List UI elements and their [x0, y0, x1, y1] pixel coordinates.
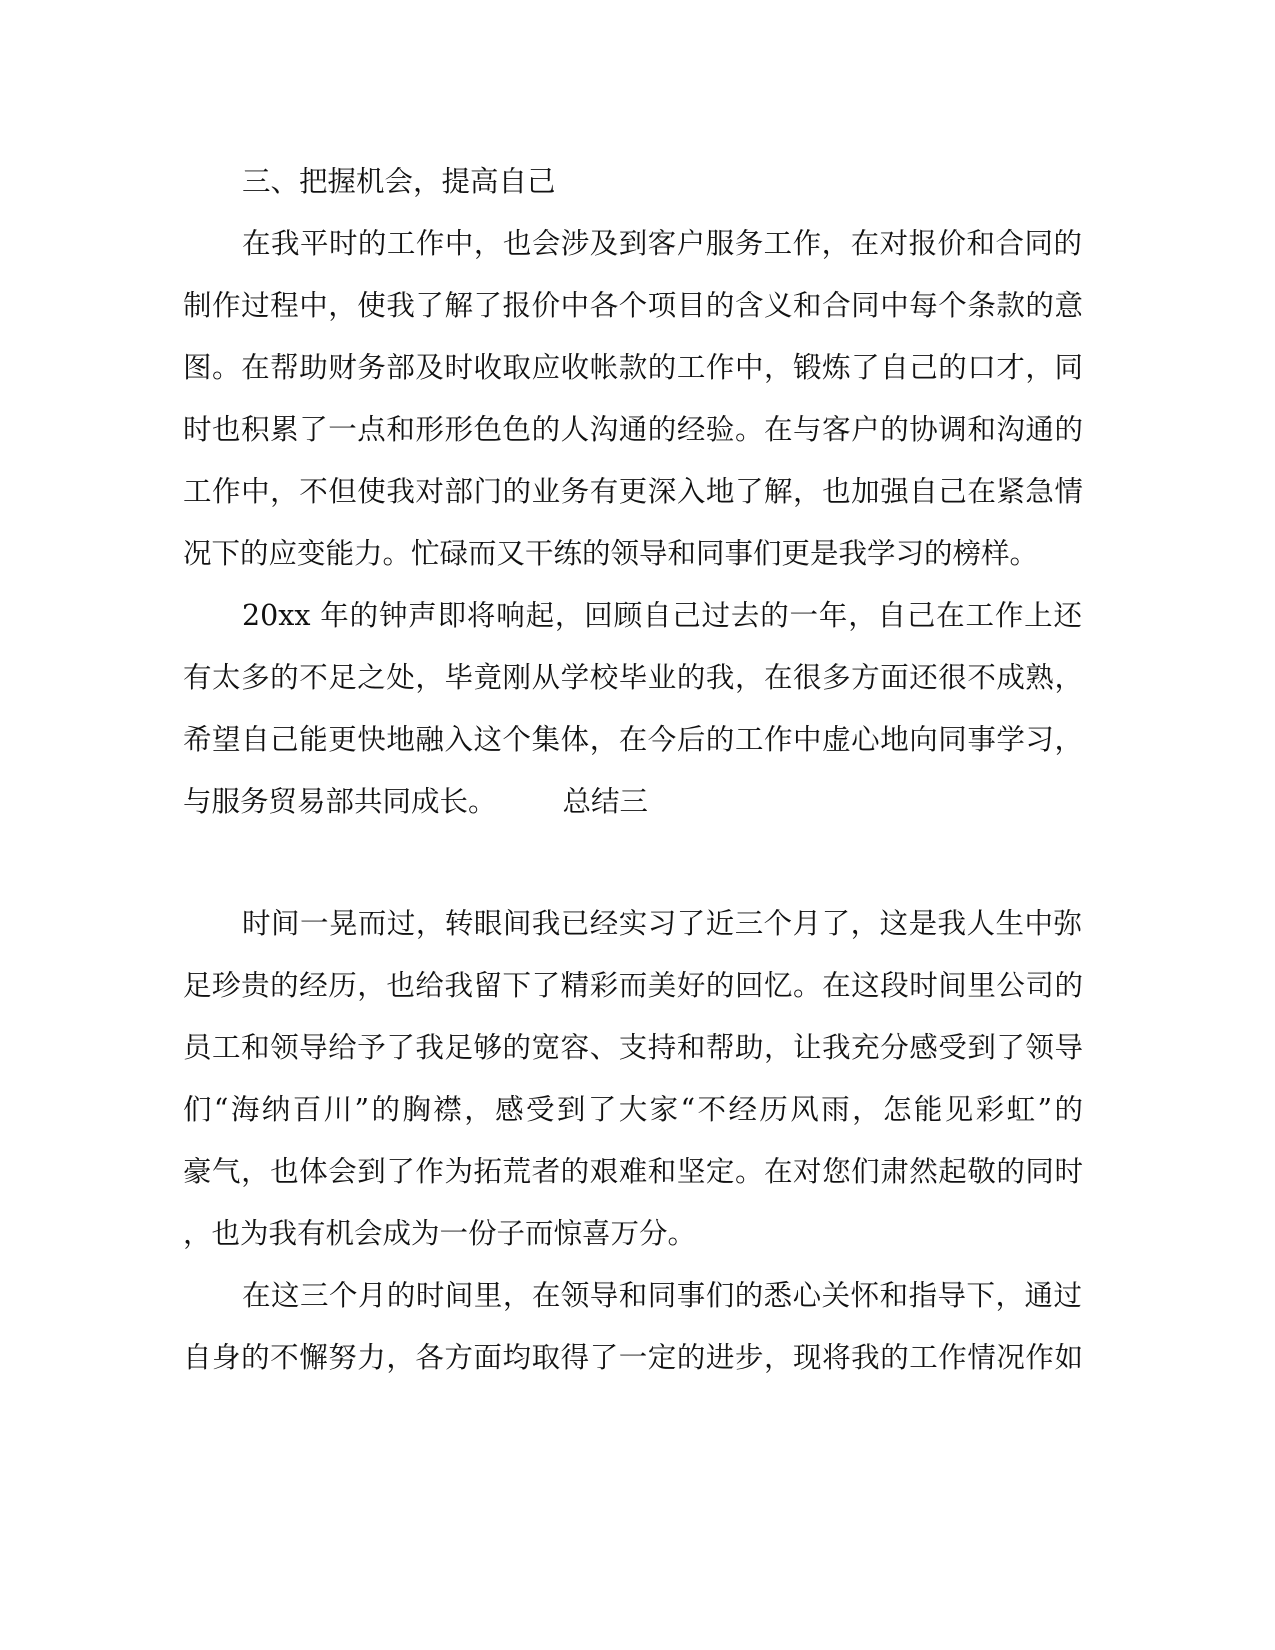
section-heading: 三、把握机会，提高自己: [242, 165, 556, 198]
paragraph-line-text: 与服务贸易部共同成长。: [183, 785, 497, 818]
paragraph-line: 希望自己能更快地融入这个集体，在今后的工作中虚心地向同事学习，: [183, 723, 1083, 756]
paragraph-line: 豪气，也体会到了作为拓荒者的艰难和坚定。在对您们肃然起敬的同时: [183, 1155, 1083, 1188]
paragraph-line: 时也积累了一点和形形色色的人沟通的经验。在与客户的协调和沟通的: [183, 413, 1083, 446]
paragraph-line: 自身的不懈努力，各方面均取得了一定的进步，现将我的工作情况作如: [183, 1341, 1083, 1374]
paragraph-line: [183, 782, 1083, 822]
paragraph-line: 在我平时的工作中，也会涉及到客户服务工作，在对报价和合同的: [242, 227, 1082, 260]
paragraph-line: 图。在帮助财务部及时收取应收帐款的工作中，锻炼了自己的口才，同: [183, 351, 1083, 384]
paragraph-line: 20xx 年的钟声即将响起，回顾自己过去的一年，自己在工作上还: [242, 599, 1082, 632]
paragraph-line: 员工和领导给予了我足够的宽容、支持和帮助，让我充分感受到了领导: [183, 1031, 1083, 1064]
paragraph-line: 在这三个月的时间里，在领导和同事们的悉心关怀和指导下，通过: [242, 1279, 1082, 1312]
paragraph-line: 们“海纳百川”的胸襟，感受到了大家“不经历风雨，怎能见彩虹”的: [183, 1093, 1083, 1126]
paragraph-line: 足珍贵的经历，也给我留下了精彩而美好的回忆。在这段时间里公司的: [183, 969, 1083, 1002]
paragraph-line: ，也为我有机会成为一份子而惊喜万分。: [183, 1217, 697, 1250]
paragraph-line: 有太多的不足之处，毕竟刚从学校毕业的我，在很多方面还很不成熟，: [183, 661, 1083, 694]
paragraph-line: 时间一晃而过，转眼间我已经实习了近三个月了，这是我人生中弥: [242, 907, 1082, 940]
section-label: 总结三: [562, 785, 649, 818]
paragraph-line: 况下的应变能力。忙碌而又干练的领导和同事们更是我学习的榜样。: [183, 537, 1039, 570]
paragraph-line: 制作过程中，使我了解了报价中各个项目的含义和合同中每个条款的意: [183, 289, 1083, 322]
paragraph-line: 工作中，不但使我对部门的业务有更深入地了解，也加强自己在紧急情: [183, 475, 1083, 508]
